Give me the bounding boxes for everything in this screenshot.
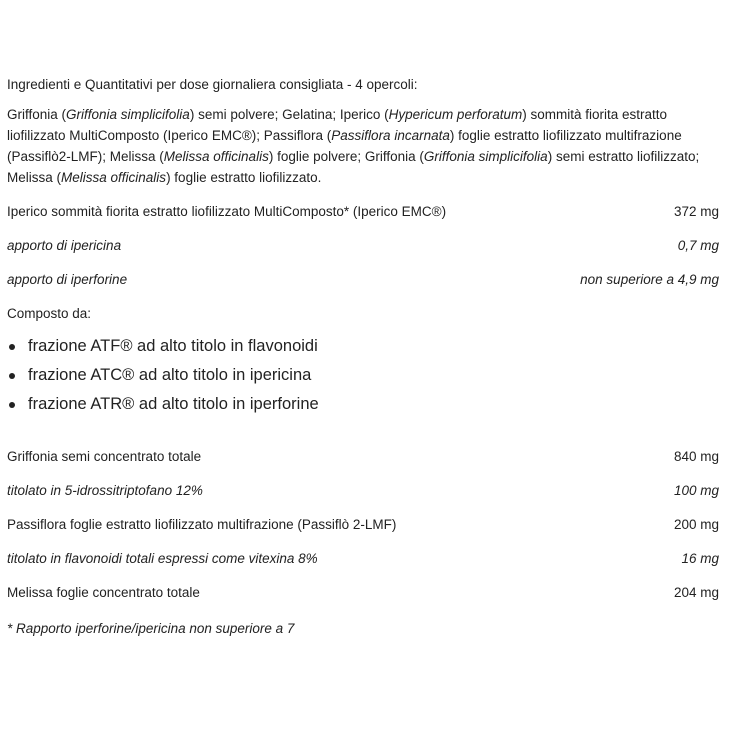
row-label: Griffonia semi concentrato totale — [7, 448, 202, 464]
ingredient-segment-latin: Griffonia simplicifolia — [66, 107, 190, 122]
row-value: 204 mg — [673, 584, 719, 600]
bullet-icon — [9, 402, 15, 408]
ipericina-row — [7, 228, 719, 262]
nutrient-table — [7, 439, 719, 609]
row-value: 0,7 mg — [677, 237, 719, 253]
iperico-row — [7, 194, 719, 228]
bullet-icon — [9, 344, 15, 350]
table-row — [7, 541, 719, 575]
table-row — [7, 473, 719, 507]
footnote: * Rapporto iperforine/ipericina non superiore a 7 — [7, 620, 295, 636]
ingredient-segment-latin: Passiflora incarnata — [331, 128, 450, 143]
composto-label: Composto da: — [7, 305, 92, 321]
list-item — [7, 361, 719, 390]
ingredient-segment-latin: Melissa officinalis — [163, 149, 269, 164]
row-label: apporto di ipericina — [7, 237, 122, 253]
ingredient-segment: ) foglie estratto liofilizzato multifrazione (Passiflò2-LMF); Melissa ( — [7, 128, 682, 164]
table-row — [7, 575, 719, 609]
row-value: 16 mg — [681, 550, 719, 566]
ingredient-segment-latin: Melissa officinalis — [61, 170, 167, 185]
row-label: titolato in 5-idrossitriptofano 12% — [7, 482, 203, 498]
ingredient-segment-latin: Griffonia simplicifolia — [423, 149, 548, 164]
row-value: 200 mg — [673, 516, 719, 532]
row-value: 840 mg — [673, 448, 719, 464]
fraction-text: frazione ATC® ad alto titolo in ipericina — [28, 366, 312, 384]
table-row — [7, 439, 719, 473]
ingredients-list — [7, 104, 719, 188]
fraction-text: frazione ATF® ad alto titolo in flavonoidi — [28, 337, 318, 355]
supplement-label — [7, 74, 719, 643]
iperforine-row — [7, 262, 719, 296]
table-row — [7, 507, 719, 541]
fraction-text: frazione ATR® ad alto titolo in iperforine — [28, 395, 319, 413]
ingredient-segment: ) sommità fiorita estratto liofilizzato MultiComposto (Iperico EMC®); Passiflora ( — [7, 107, 668, 143]
ingredient-segment: ) semi estratto liofilizzato; Melissa ( — [7, 149, 700, 185]
row-value: non superiore a 4,9 mg — [580, 271, 719, 287]
row-label: Passiflora foglie estratto liofilizzato multifrazione (Passiflò 2-LMF) — [7, 516, 397, 532]
list-item — [7, 332, 719, 361]
ingredient-segment: ) foglie polvere; Griffonia ( — [268, 149, 424, 164]
ingredient-segment: Griffonia ( — [7, 107, 67, 122]
row-label: apporto di iperforine — [7, 271, 128, 287]
row-value: 372 mg — [673, 203, 719, 219]
ingredient-segment: ) semi polvere; Gelatina; Iperico ( — [189, 107, 389, 122]
row-label: Iperico sommità fiorita estratto liofilizzato MultiComposto* (Iperico EMC®) — [7, 203, 447, 219]
row-label: titolato in flavonoidi totali espressi come vitexina 8% — [7, 550, 318, 566]
ingredients-heading: Ingredienti e Quantitativi per dose giornaliera consigliata - 4 opercoli: — [7, 77, 418, 92]
list-item — [7, 390, 719, 419]
bullet-icon — [9, 373, 15, 379]
ingredient-segment: ) foglie estratto liofilizzato. — [166, 170, 322, 185]
fractions-list — [7, 332, 719, 419]
row-label: Melissa foglie concentrato totale — [7, 584, 200, 600]
ingredient-segment-latin: Hypericum perforatum — [388, 107, 523, 122]
row-value: 100 mg — [673, 482, 719, 498]
